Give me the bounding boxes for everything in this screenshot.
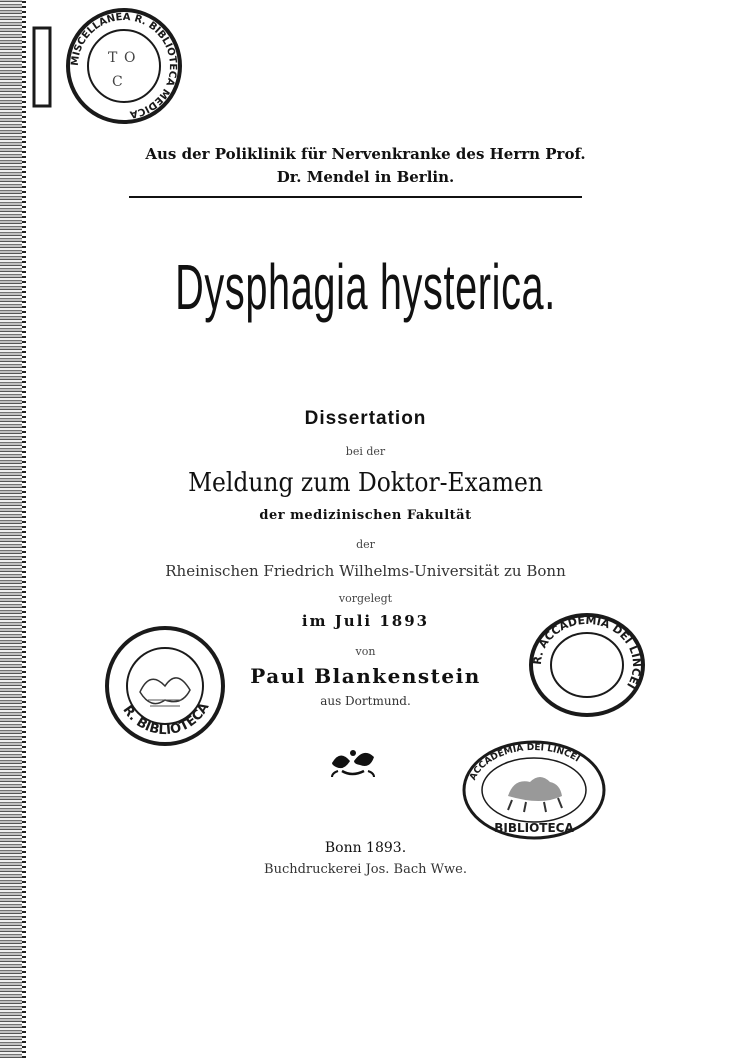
svg-text:O: O	[124, 50, 136, 66]
library-stamp-left	[100, 622, 230, 750]
svg-text:C: C	[112, 74, 123, 90]
library-stamp-lower	[460, 738, 608, 842]
svg-text:T: T	[108, 50, 118, 66]
bei-der-text: bei der	[345, 445, 386, 458]
imprint-city-year: Bonn 1893.	[324, 840, 407, 856]
stamp-text-lower-bottom: BIBLIOTECA	[494, 821, 574, 835]
von-text: von	[355, 645, 376, 658]
svg-text:R. ACCADEMIA DEI LINCEI	[531, 614, 643, 691]
author-origin: aus Dortmund.	[320, 694, 411, 708]
dissertation-label: Dissertation	[304, 408, 427, 429]
header-line-1: Aus der Poliklinik für Nervenkranke des Herrn Prof.	[145, 145, 586, 163]
university-text: Rheinischen Friedrich Wilhelms-Universität zu Bonn	[165, 562, 566, 580]
faculty-text: der medizinischen Fakultät	[259, 508, 472, 523]
svg-text:ACCADEMIA DEI LINCEI	[468, 743, 581, 782]
meldung-text: Meldung zum Doktor-Examen	[188, 468, 543, 498]
der-text: der	[356, 538, 375, 551]
author-name: Paul Blankenstein	[250, 664, 481, 688]
date-text: im Juli 1893	[301, 612, 430, 630]
library-stamp-top-left	[32, 4, 182, 128]
stamp-text-lower: ACCADEMIA DEI LINCEI	[468, 742, 582, 782]
page-title: Dysphagia hysterica.	[175, 251, 556, 323]
vorgelegt-text: vorgelegt	[338, 592, 393, 605]
header-line-2: Dr. Mendel in Berlin.	[276, 168, 455, 186]
header-rule	[129, 196, 582, 198]
ornament-icon	[328, 745, 378, 779]
imprint-printer: Buchdruckerei Jos. Bach Wwe.	[264, 862, 467, 877]
stamp-text-top-left: MISCELLANEA R. BIBLIOTECA MEDICA	[69, 11, 179, 120]
library-stamp-right	[526, 610, 648, 720]
stamp-text-right: R. ACCADEMIA DEI LINCEI	[530, 613, 644, 691]
stamp-text-left: R. BIBLIOTECA	[119, 700, 213, 739]
